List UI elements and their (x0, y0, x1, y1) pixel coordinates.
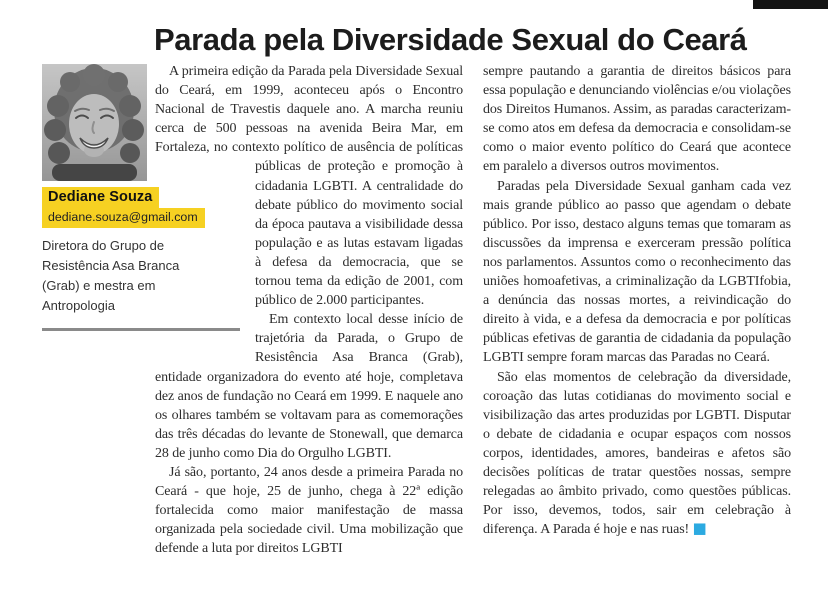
paragraph-6 (483, 368, 791, 540)
author-photo (42, 64, 147, 181)
author-email: dediane.souza@gmail.com (42, 208, 205, 228)
paragraph-1-text-b: cidadania LGBTI. A centralidade do debate público do movimento social da época pautava a visibilidade dessa população e as lutas estavam ligadas à defesa da democracia, que se tornou tema da edição de 2001, com público de 2.000 participantes. (255, 178, 463, 309)
paragraph-5: Paradas pela Diversidade Sexual ganham cada vez mais grande público ao passo que agendam o debate público. Por isso, destaco alguns temas que tomaram as discussões da imprensa e exerceram pressão política nos parlamentos. Assuntos como o reconhecimento das uniões homoafetivas, a criminalização da LGBTIfobia, a denúncia das nossas mortes, a reivindicação do direito à vida, e a defesa da democracia e por políticas públicas efetivas de garantia de cidadania da população LGBTI sempre foram marcas das Paradas no Ceará. (483, 178, 791, 366)
author-bio: Diretora do Grupo de Resistência Asa Branca (Grab) e mestra em Antropologia (42, 238, 180, 313)
paragraph-1 (155, 62, 463, 310)
paragraph-4: sempre pautando a garantia de direitos básicos para essa população e denunciando violências e/ou violações dos Direitos Humanos. Assim, as paradas caracterizam-se como atos em defesa da democracia e consolidam-se como o maior evento político do Ceará que acontece em paralelo a diversos outros movimentos. (483, 64, 791, 175)
paragraph-3: Já são, portanto, 24 anos desde a primeira Parada no Ceará - que hoje, 25 de junho, chega à 22ª edição fortalecida como maior manifestação de massa organizada pela sociedade civil. Uma mobilização que defende a luta por direitos LGBTI (155, 464, 463, 557)
page-corner-mark (753, 0, 828, 9)
text-column-1 (155, 62, 463, 599)
paragraph-6-text: São elas momentos de celebração da diversidade, coroação das lutas cotidianas do movimento social e visibilização das artes produzidas por LGBTI. Disputar o debate de cidadania e ocupar espaços com nossos corpos, identidades, amores, bandeiras e afetos são decisões políticas de tratar questões nossas, sempre relegadas ao âmbito privado, como questões públicas. Por isso, devemos, todos, sair em celebração à diferença. A Parada é hoje e nas ruas! (483, 369, 791, 538)
text-column-2 (483, 62, 791, 599)
article-title: Parada pela Diversidade Sexual do Ceará (154, 22, 747, 57)
paragraph-2: Em contexto local desse início de trajetória da Parada, o Grupo de Resistência Asa Branca (Grab), entidade organizadora do evento até hoje, completava dez anos de fundação no Ceará em 1999. E naquele ano os olhares também se voltavam para as comemorações das três décadas do levante de Stonewall, que demarca 28 de junho como Dia do Orgulho LGBTI. (155, 312, 463, 461)
author-name: Dediane Souza (42, 187, 159, 208)
article-end-mark: ■ (692, 519, 707, 538)
paragraph-1-text-a: A primeira edição da Parada pela Diversidade Sexual do Ceará, em 1999, aconteceu após o Encontro Nacional de Travestis daquele ano. A marcha reuniu cerca de 500 pessoas na avenida Beira Mar, em Fortaleza, no contexto político de ausência de políticas públicas de proteção e promoção à (155, 64, 463, 175)
